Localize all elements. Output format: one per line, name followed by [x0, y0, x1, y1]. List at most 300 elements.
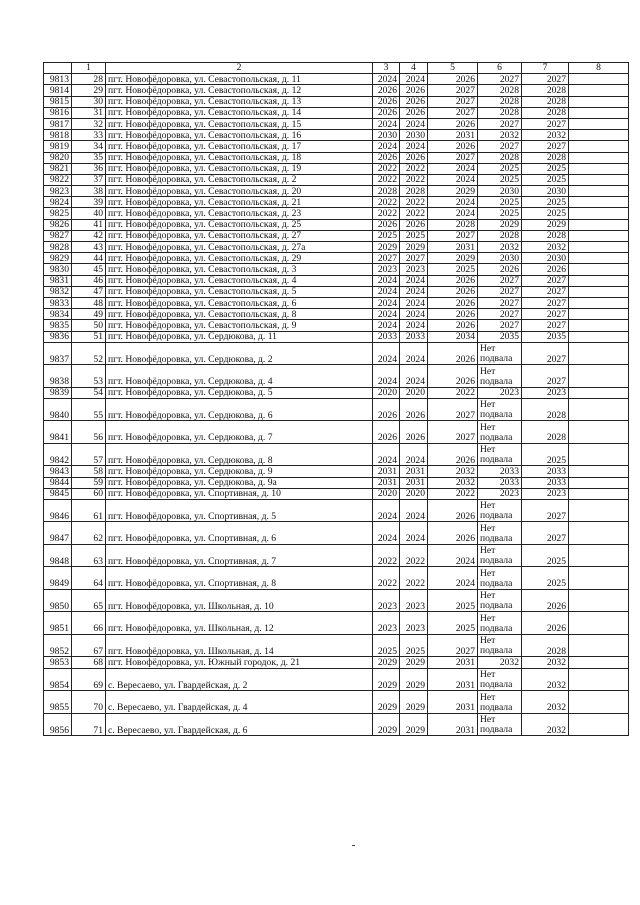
no-basement-line1: Нет [480, 399, 496, 411]
table-row [44, 230, 629, 241]
col8-cell [569, 253, 629, 264]
col4-cell: 2020 [400, 488, 428, 499]
row-id-cell: 9829 [44, 253, 72, 264]
col7-cell: 2027 [522, 522, 569, 545]
row-id-cell: 9851 [44, 612, 72, 635]
col4-cell: 2024 [400, 342, 428, 365]
address-cell: пгт. Новофёдоровка, ул. Севастопольская, д. 15 [106, 118, 373, 129]
header-cell: 5 [428, 63, 478, 74]
col6-cell [478, 668, 522, 691]
row-number-cell: 53 [72, 365, 106, 388]
col6-cell: 2028 [478, 152, 522, 163]
col5-cell: 2031 [428, 657, 478, 668]
address-cell: пгт. Новофёдоровка, ул. Спортивная, д. 7 [106, 544, 373, 567]
col3-cell: 2020 [373, 387, 400, 398]
col8-cell [569, 421, 629, 444]
col4-cell: 2024 [400, 141, 428, 152]
col4-cell: 2029 [400, 242, 428, 253]
table-row [44, 96, 629, 107]
address-cell: пгт. Новофёдоровка, ул. Спортивная, д. 8 [106, 567, 373, 590]
row-number-cell: 59 [72, 477, 106, 488]
table-row [44, 612, 629, 635]
table-row [44, 197, 629, 208]
col7-cell: 2026 [522, 589, 569, 612]
col6-cell: 2027 [478, 309, 522, 320]
col7-cell: 2032 [522, 691, 569, 714]
no-basement-line2: подвала [480, 679, 513, 691]
row-id-cell: 9833 [44, 297, 72, 308]
row-number-cell: 71 [72, 713, 106, 736]
col7-cell: 2025 [522, 163, 569, 174]
col7-cell: 2032 [522, 242, 569, 253]
col8-cell [569, 208, 629, 219]
col7-cell: 2025 [522, 208, 569, 219]
table-row [44, 387, 629, 398]
table-row [44, 499, 629, 522]
address-cell: пгт. Новофёдоровка, ул. Севастопольская, д. 11 [106, 74, 373, 85]
col5-cell: 2027 [428, 152, 478, 163]
table-row [44, 174, 629, 185]
col3-cell: 2023 [373, 264, 400, 275]
col7-cell: 2027 [522, 365, 569, 388]
col4-cell: 2033 [400, 331, 428, 342]
col8-cell [569, 74, 629, 85]
row-id-cell: 9824 [44, 197, 72, 208]
col6-cell [478, 567, 522, 590]
address-cell: пгт. Новофёдоровка, ул. Севастопольская, д. 23 [106, 208, 373, 219]
col6-cell: 2027 [478, 297, 522, 308]
table-row [44, 713, 629, 736]
row-number-cell: 57 [72, 443, 106, 466]
col6-cell: 2030 [478, 253, 522, 264]
col7-cell: 2025 [522, 443, 569, 466]
col8-cell [569, 242, 629, 253]
col6-cell: 2029 [478, 219, 522, 230]
col5-cell: 2025 [428, 612, 478, 635]
no-basement-line1: Нет [480, 500, 496, 512]
row-id-cell: 9825 [44, 208, 72, 219]
col6-cell [478, 634, 522, 657]
col7-cell: 2025 [522, 174, 569, 185]
col4-cell: 2022 [400, 163, 428, 174]
col6-cell: 2032 [478, 242, 522, 253]
table-row [44, 589, 629, 612]
col5-cell: 2026 [428, 342, 478, 365]
col3-cell: 2023 [373, 589, 400, 612]
address-cell: пгт. Новофёдоровка, ул. Севастопольская, д. 19 [106, 163, 373, 174]
col8-cell [569, 477, 629, 488]
row-id-cell: 9850 [44, 589, 72, 612]
row-number-cell: 47 [72, 286, 106, 297]
col8-cell [569, 275, 629, 286]
table-row [44, 74, 629, 85]
col7-cell: 2033 [522, 477, 569, 488]
table-row [44, 219, 629, 230]
col3-cell: 2026 [373, 85, 400, 96]
col3-cell: 2025 [373, 230, 400, 241]
col5-cell: 2026 [428, 499, 478, 522]
col8-cell [569, 713, 629, 736]
col5-cell: 2024 [428, 567, 478, 590]
col3-cell: 2029 [373, 242, 400, 253]
col3-cell: 2024 [373, 74, 400, 85]
col7-cell: 2023 [522, 387, 569, 398]
no-basement-line1: Нет [480, 567, 496, 579]
col5-cell: 2027 [428, 85, 478, 96]
row-id-cell: 9813 [44, 74, 72, 85]
table-row [44, 657, 629, 668]
row-id-cell: 9819 [44, 141, 72, 152]
col4-cell: 2024 [400, 443, 428, 466]
col5-cell: 2032 [428, 466, 478, 477]
col4-cell: 2027 [400, 253, 428, 264]
col4-cell: 2020 [400, 387, 428, 398]
col8-cell [569, 264, 629, 275]
row-id-cell: 9840 [44, 398, 72, 421]
col7-cell: 2028 [522, 85, 569, 96]
col5-cell: 2024 [428, 544, 478, 567]
col4-cell: 2022 [400, 197, 428, 208]
table-row [44, 443, 629, 466]
col6-cell: 2030 [478, 186, 522, 197]
col3-cell: 2030 [373, 130, 400, 141]
row-id-cell: 9830 [44, 264, 72, 275]
header-cell: 3 [373, 63, 400, 74]
table-row [44, 275, 629, 286]
no-basement-line1: Нет [480, 522, 496, 534]
col5-cell: 2027 [428, 96, 478, 107]
row-number-cell: 51 [72, 331, 106, 342]
col8-cell [569, 118, 629, 129]
col8-cell [569, 107, 629, 118]
table-row [44, 634, 629, 657]
col4-cell: 2026 [400, 421, 428, 444]
row-number-cell: 30 [72, 96, 106, 107]
col6-cell [478, 365, 522, 388]
row-id-cell: 9835 [44, 320, 72, 331]
address-cell: пгт. Новофёдоровка, ул. Севастопольская, д. 16 [106, 130, 373, 141]
table-row [44, 365, 629, 388]
table-row [44, 477, 629, 488]
header-cell: 1 [72, 63, 106, 74]
table-row [44, 466, 629, 477]
col7-cell: 2028 [522, 230, 569, 241]
header-cell [44, 63, 72, 74]
col4-cell: 2022 [400, 544, 428, 567]
row-number-cell: 31 [72, 107, 106, 118]
col4-cell: 2024 [400, 118, 428, 129]
address-cell: пгт. Новофёдоровка, ул. Школьная, д. 14 [106, 634, 373, 657]
no-basement-line2: подвала [480, 555, 513, 567]
no-basement-line2: подвала [480, 510, 513, 522]
row-id-cell: 9834 [44, 309, 72, 320]
col3-cell: 2024 [373, 443, 400, 466]
no-basement-line1: Нет [480, 635, 496, 647]
col3-cell: 2024 [373, 275, 400, 286]
row-id-cell: 9822 [44, 174, 72, 185]
col3-cell: 2029 [373, 668, 400, 691]
address-cell: пгт. Новофёдоровка, ул. Севастопольская, д. 14 [106, 107, 373, 118]
col8-cell [569, 197, 629, 208]
col6-cell [478, 544, 522, 567]
address-cell: пгт. Новофёдоровка, ул. Сердюкова, д. 11 [106, 331, 373, 342]
row-number-cell: 54 [72, 387, 106, 398]
address-cell: пгт. Новофёдоровка, ул. Школьная, д. 10 [106, 589, 373, 612]
col3-cell: 2022 [373, 208, 400, 219]
col4-cell: 2029 [400, 657, 428, 668]
col4-cell: 2026 [400, 85, 428, 96]
row-id-cell: 9849 [44, 567, 72, 590]
col3-cell: 2026 [373, 96, 400, 107]
row-id-cell: 9818 [44, 130, 72, 141]
address-cell: пгт. Новофёдоровка, ул. Севастопольская, д. 27 [106, 230, 373, 241]
col4-cell: 2028 [400, 186, 428, 197]
col8-cell [569, 522, 629, 545]
col7-cell: 2027 [522, 118, 569, 129]
col4-cell: 2024 [400, 297, 428, 308]
table-row [44, 567, 629, 590]
col5-cell: 2027 [428, 634, 478, 657]
col3-cell: 2026 [373, 398, 400, 421]
row-number-cell: 39 [72, 197, 106, 208]
col5-cell: 2034 [428, 331, 478, 342]
table-row [44, 398, 629, 421]
col5-cell: 2026 [428, 118, 478, 129]
address-cell: пгт. Новофёдоровка, ул. Севастопольская, д. 27а [106, 242, 373, 253]
col3-cell: 2022 [373, 163, 400, 174]
col7-cell: 2032 [522, 657, 569, 668]
no-basement-line1: Нет [480, 343, 496, 355]
table-row [44, 342, 629, 365]
col3-cell: 2024 [373, 297, 400, 308]
col7-cell: 2026 [522, 264, 569, 275]
col6-cell: 2027 [478, 74, 522, 85]
row-number-cell: 38 [72, 186, 106, 197]
table-row [44, 286, 629, 297]
col7-cell: 2032 [522, 130, 569, 141]
row-number-cell: 55 [72, 398, 106, 421]
col8-cell [569, 398, 629, 421]
col7-cell: 2027 [522, 141, 569, 152]
row-number-cell: 44 [72, 253, 106, 264]
no-basement-line1: Нет [480, 444, 496, 456]
col6-cell [478, 589, 522, 612]
col6-cell [478, 522, 522, 545]
header-cell: 4 [400, 63, 428, 74]
col5-cell: 2026 [428, 443, 478, 466]
row-id-cell: 9856 [44, 713, 72, 736]
col3-cell: 2024 [373, 141, 400, 152]
row-id-cell: 9842 [44, 443, 72, 466]
register-table [43, 62, 629, 736]
address-cell: пгт. Новофёдоровка, ул. Сердюкова, д. 5 [106, 387, 373, 398]
col6-cell [478, 612, 522, 635]
col6-cell [478, 421, 522, 444]
col6-cell: 2025 [478, 163, 522, 174]
table-row [44, 668, 629, 691]
col4-cell: 2024 [400, 286, 428, 297]
row-number-cell: 63 [72, 544, 106, 567]
no-basement-line1: Нет [480, 590, 496, 602]
row-number-cell: 43 [72, 242, 106, 253]
no-basement-line2: подвала [480, 532, 513, 544]
row-number-cell: 58 [72, 466, 106, 477]
table-row [44, 242, 629, 253]
col8-cell [569, 331, 629, 342]
row-id-cell: 9853 [44, 657, 72, 668]
col4-cell: 2031 [400, 477, 428, 488]
row-id-cell: 9821 [44, 163, 72, 174]
col6-cell: 2026 [478, 264, 522, 275]
no-basement-line2: подвала [480, 645, 513, 657]
col5-cell: 2027 [428, 230, 478, 241]
col4-cell: 2026 [400, 219, 428, 230]
table-row [44, 85, 629, 96]
col5-cell: 2031 [428, 668, 478, 691]
row-number-cell: 28 [72, 74, 106, 85]
col4-cell: 2024 [400, 365, 428, 388]
col5-cell: 2025 [428, 264, 478, 275]
col4-cell: 2024 [400, 522, 428, 545]
row-id-cell: 9838 [44, 365, 72, 388]
no-basement-line2: подвала [480, 375, 513, 387]
row-number-cell: 67 [72, 634, 106, 657]
row-number-cell: 37 [72, 174, 106, 185]
address-cell: пгт. Новофёдоровка, ул. Сердюкова, д. 2 [106, 342, 373, 365]
address-cell: пгт. Новофёдоровка, ул. Южный городок, д. 21 [106, 657, 373, 668]
col3-cell: 2028 [373, 186, 400, 197]
col7-cell: 2030 [522, 186, 569, 197]
col3-cell: 2031 [373, 477, 400, 488]
col3-cell: 2024 [373, 365, 400, 388]
row-number-cell: 48 [72, 297, 106, 308]
col5-cell: 2027 [428, 107, 478, 118]
col6-cell: 2028 [478, 85, 522, 96]
row-number-cell: 36 [72, 163, 106, 174]
row-number-cell: 41 [72, 219, 106, 230]
col4-cell: 2025 [400, 634, 428, 657]
no-basement-line1: Нет [480, 669, 496, 680]
col5-cell: 2031 [428, 242, 478, 253]
col4-cell: 2023 [400, 612, 428, 635]
col3-cell: 2022 [373, 544, 400, 567]
col6-cell: 2025 [478, 208, 522, 219]
no-basement-line2: подвала [480, 409, 513, 421]
row-id-cell: 9815 [44, 96, 72, 107]
row-id-cell: 9855 [44, 691, 72, 714]
col6-cell: 2028 [478, 230, 522, 241]
row-number-cell: 45 [72, 264, 106, 275]
col6-cell: 2028 [478, 107, 522, 118]
row-number-cell: 49 [72, 309, 106, 320]
col8-cell [569, 141, 629, 152]
col4-cell: 2031 [400, 466, 428, 477]
col7-cell: 2027 [522, 320, 569, 331]
table-row [44, 309, 629, 320]
col3-cell: 2024 [373, 320, 400, 331]
row-number-cell: 70 [72, 691, 106, 714]
col8-cell [569, 163, 629, 174]
col5-cell: 2022 [428, 387, 478, 398]
col8-cell [569, 130, 629, 141]
address-cell: пгт. Новофёдоровка, ул. Севастопольская, д. 2 [106, 174, 373, 185]
col5-cell: 2029 [428, 253, 478, 264]
col4-cell: 2029 [400, 668, 428, 691]
col3-cell: 2020 [373, 488, 400, 499]
col8-cell [569, 634, 629, 657]
col4-cell: 2023 [400, 264, 428, 275]
row-id-cell: 9832 [44, 286, 72, 297]
col5-cell: 2025 [428, 589, 478, 612]
address-cell: пгт. Новофёдоровка, ул. Севастопольская, д. 17 [106, 141, 373, 152]
col4-cell: 2023 [400, 589, 428, 612]
col3-cell: 2024 [373, 286, 400, 297]
scan-mark [352, 845, 355, 846]
table-row [44, 186, 629, 197]
col4-cell: 2030 [400, 130, 428, 141]
row-id-cell: 9847 [44, 522, 72, 545]
no-basement-line2: подвала [480, 622, 513, 634]
col3-cell: 2026 [373, 421, 400, 444]
row-id-cell: 9828 [44, 242, 72, 253]
address-cell: с. Вересаево, ул. Гвардейская, д. 2 [106, 668, 373, 691]
col7-cell: 2035 [522, 331, 569, 342]
row-id-cell: 9827 [44, 230, 72, 241]
col7-cell: 2028 [522, 96, 569, 107]
row-id-cell: 9836 [44, 331, 72, 342]
col3-cell: 2022 [373, 197, 400, 208]
table-row [44, 130, 629, 141]
header-cell: 6 [478, 63, 522, 74]
col4-cell: 2024 [400, 74, 428, 85]
col8-cell [569, 387, 629, 398]
col5-cell: 2031 [428, 130, 478, 141]
col4-cell: 2029 [400, 691, 428, 714]
row-number-cell: 46 [72, 275, 106, 286]
address-cell: пгт. Новофёдоровка, ул. Севастопольская, д. 6 [106, 297, 373, 308]
row-id-cell: 9841 [44, 421, 72, 444]
address-cell: пгт. Новофёдоровка, ул. Севастопольская, д. 25 [106, 219, 373, 230]
no-basement-line2: подвала [480, 724, 513, 736]
col6-cell [478, 691, 522, 714]
col8-cell [569, 466, 629, 477]
col3-cell: 2029 [373, 713, 400, 736]
col3-cell: 2026 [373, 219, 400, 230]
col5-cell: 2026 [428, 365, 478, 388]
col4-cell: 2024 [400, 320, 428, 331]
col8-cell [569, 297, 629, 308]
row-number-cell: 33 [72, 130, 106, 141]
address-cell: пгт. Новофёдоровка, ул. Севастопольская, д. 20 [106, 186, 373, 197]
col8-cell [569, 365, 629, 388]
col5-cell: 2027 [428, 421, 478, 444]
row-number-cell: 60 [72, 488, 106, 499]
col8-cell [569, 691, 629, 714]
col7-cell: 2025 [522, 544, 569, 567]
col5-cell: 2024 [428, 163, 478, 174]
header-row [44, 63, 629, 74]
col5-cell: 2026 [428, 309, 478, 320]
col4-cell: 2024 [400, 275, 428, 286]
col8-cell [569, 342, 629, 365]
table-row [44, 522, 629, 545]
col7-cell: 2023 [522, 488, 569, 499]
col8-cell [569, 657, 629, 668]
col4-cell: 2025 [400, 230, 428, 241]
col8-cell [569, 612, 629, 635]
row-number-cell: 61 [72, 499, 106, 522]
col3-cell: 2027 [373, 253, 400, 264]
